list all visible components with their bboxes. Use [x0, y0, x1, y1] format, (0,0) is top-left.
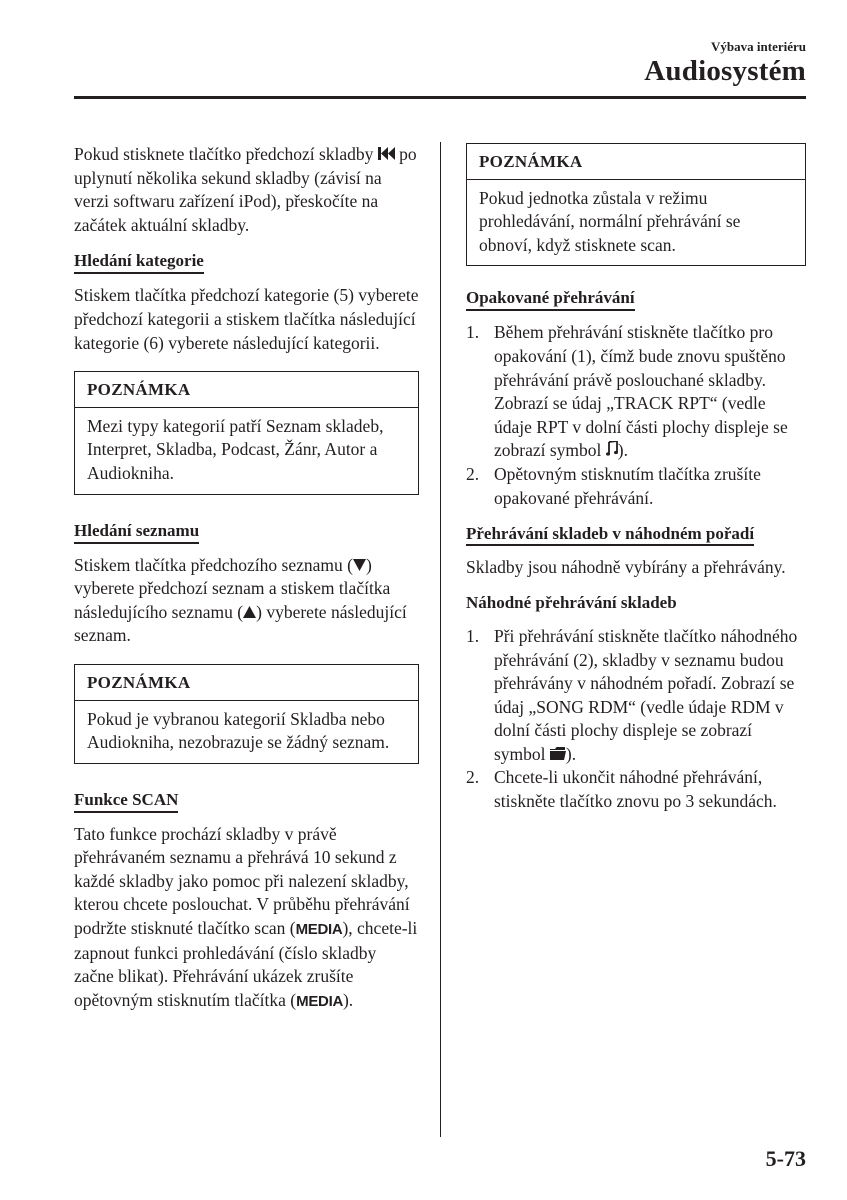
page-title: Audiosystém	[644, 55, 806, 87]
media-button-label: MEDIA	[296, 992, 343, 1010]
repeat-playback-heading: Opakované přehrávání	[466, 287, 635, 311]
note-box	[74, 371, 419, 494]
random-steps-list	[466, 625, 806, 814]
random-subheading: Náhodné přehrávání skladeb	[466, 593, 677, 613]
playlist-search-paragraph: Stiskem tlačítka předchozího seznamu ( ) vyberete předchozí seznam a stiskem tlačítka následujícího seznamu ( ) vyberete následující seznam.	[74, 554, 407, 646]
repeat-note-icon	[606, 441, 618, 456]
folder-icon	[550, 747, 566, 760]
scan-function-heading: Funkce SCAN	[74, 789, 178, 813]
previous-track-icon	[378, 147, 395, 160]
media-button-label: MEDIA	[295, 921, 343, 939]
list-item: 1. Během přehrávání stiskněte tlačítko pro opakování (1), čímž bude znovu spuštěno přehrávání právě poslouchané skladby. Zobrazí se údaj „TRACK RPT“ (vedle údaje RPT v dolní části plochy displeje se zobrazí symbol ).	[466, 322, 788, 461]
column-divider	[440, 142, 441, 1137]
header-rule	[74, 96, 806, 99]
random-playback-heading: Přehrávání skladeb v náhodném pořadí	[466, 524, 754, 546]
section-title: Výbava interiéru	[711, 39, 806, 54]
up-triangle-icon	[243, 606, 256, 618]
category-search-paragraph: Stiskem tlačítka předchozí kategorie (5) vyberete předchozí kategorii a stiskem tlačítka následující kategorie (6) vyberete následující kategorii.	[74, 285, 419, 353]
down-triangle-icon	[353, 559, 366, 571]
note-title: POZNÁMKA	[467, 144, 805, 180]
note-body: Mezi typy kategorií patří Seznam skladeb, Interpret, Skladba, Podcast, Žánr, Autor a Audiokniha.	[87, 415, 384, 483]
repeat-steps-list	[466, 321, 806, 510]
note-body: Pokud je vybranou kategorií Skladba nebo Audiokniha, nezobrazuje se žádný seznam.	[87, 708, 390, 753]
left-column	[74, 143, 419, 1025]
note-title: POZNÁMKA	[75, 665, 418, 701]
category-search-heading: Hledání kategorie	[74, 250, 204, 274]
scan-function-paragraph: Tato funkce prochází skladby v právě přehrávaném seznamu a přehrává 10 sekund z každé skladby jako pomoc při nalezení skladby, kterou chcete poslouchat. V průběhu přehrávání podržte stisknuté tlačítko scan (MEDIA), chcete-li zapnout funkci prohledávání (číslo skladby začne blikat). Přehrávání ukázek zrušíte opětovným stisknutím tlačítka (MEDIA).	[74, 823, 418, 1010]
note-box	[466, 143, 806, 266]
list-item: 1. Při přehrávání stiskněte tlačítko náhodného přehrávání (2), skladby v seznamu budou přehrávány v náhodném pořadí. Zobrazí se údaj „SONG RDM“ (vedle údaje RDM v dolní části plochy displeje se zobrazí symbol ).	[466, 625, 798, 764]
right-column	[466, 143, 806, 826]
note-box	[74, 664, 419, 764]
list-item: 2. Chcete-li ukončit náhodné přehrávání, stiskněte tlačítko znovu po 3 sekundách.	[466, 767, 777, 812]
playlist-search-heading: Hledání seznamu	[74, 520, 199, 544]
random-playback-paragraph: Skladby jsou náhodně vybírány a přehrávány.	[466, 556, 786, 577]
note-title: POZNÁMKA	[75, 372, 418, 408]
list-item: 2. Opětovným stisknutím tlačítka zrušíte opakované přehrávání.	[466, 463, 761, 508]
previous-track-paragraph: Pokud stisknete tlačítko předchozí skladby po uplynutí několika sekund skladby (závisí na verzi softwaru zařízení iPod), přeskočíte na začátek aktuální skladby.	[74, 144, 417, 235]
note-body: Pokud jednotka zůstala v režimu prohledávání, normální přehrávání se obnoví, když stisknete scan.	[479, 187, 741, 255]
page-number: 5-73	[765, 1146, 806, 1171]
